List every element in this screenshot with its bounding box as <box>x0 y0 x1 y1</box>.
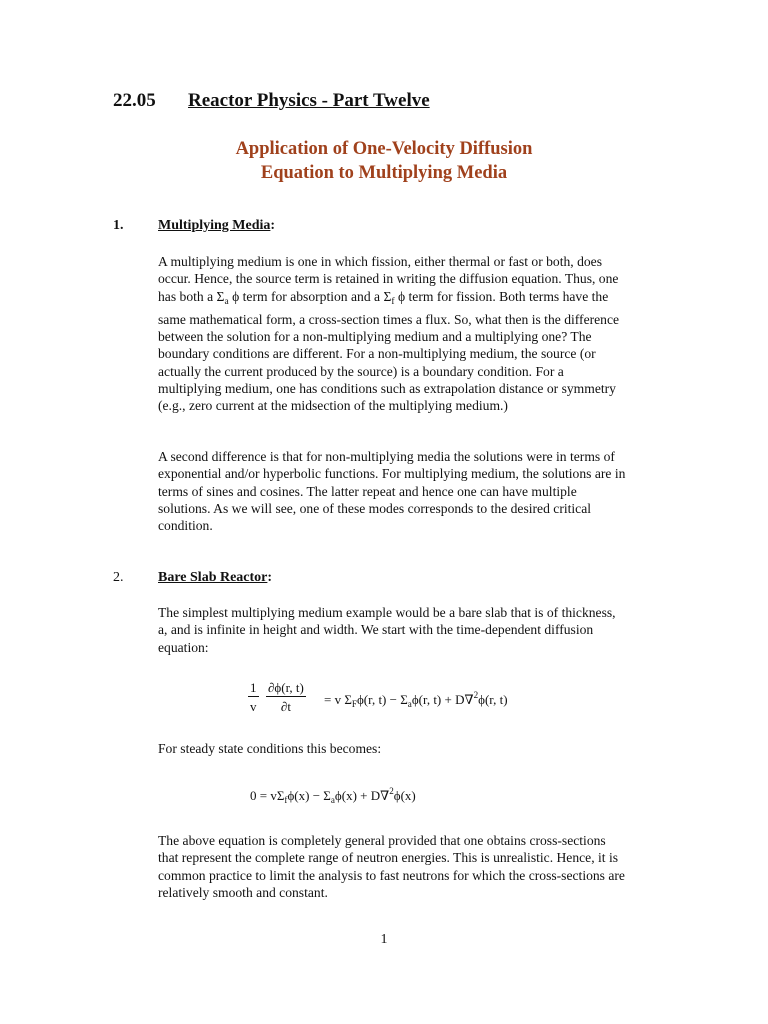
section-1-colon: : <box>270 218 276 233</box>
section-2-paragraph-3: The above equation is completely general provided that one obtains cross-sections that represent the complete range of neutron energies. This is unrealistic. Hence, it is common practice to limit the analysis to fast neutrons for which the cross-sections are relatively smooth and constant. <box>158 833 625 900</box>
equation-steady-state: $0 = v\Sigma_f\phi(x) - \Sigma_a\phi(x) + D\nabla^2\phi(x)$ <box>250 786 416 805</box>
course-title: Reactor Physics - Part Twelve <box>188 90 430 111</box>
equation-time-dependent <box>248 680 548 720</box>
page-number: 1 <box>380 932 388 947</box>
sigma-f-phi-term: $\Sigma_f$ ϕ <box>383 288 406 307</box>
section-2-colon: : <box>267 570 273 585</box>
course-header <box>113 90 430 112</box>
document-title <box>0 137 768 185</box>
course-number: 22.05 <box>113 90 156 111</box>
section-2-title: Bare Slab Reactor <box>158 570 268 585</box>
eq1-derivative: $\frac{\partial\phi(r, t)}{\partial t}$ <box>268 680 304 714</box>
section-1-number: 1. <box>113 218 124 233</box>
sigma-a-phi-term: $\Sigma_a$ ϕ <box>216 288 240 307</box>
eq1-rhs: = v $\Sigma_F\phi(r$, $t) - \Sigma_a\phi(r$, t) + D∇$^2$ϕ(r, t) <box>324 690 508 709</box>
title-line-1: Application of One-Velocity Diffusion <box>235 139 533 159</box>
eq1-coefficient: $\frac{1}{v}$ <box>250 680 257 714</box>
section-2-number: 2. <box>113 570 124 585</box>
section-1-paragraph-1: A multiplying medium is one in which fission, either thermal or fast or both, does occur. Hence, the source term is retained in writing the diffusion equation. Thus, one has both a $\Sigma_a$ ϕ term for absorption and a $\Sigma_f$ ϕ term for fission. Both terms have the same mathematical form, a cross-section times a flux. So, what then is the difference between the solution for a non-multiplying medium and a multiplying one? The boundary conditions are different. For a non-multiplying medium, the source (or actually the current produced by the source) is a boundary condition. For a multiplying medium, one has conditions such as extrapolation distance or symmetry (e.g., zero current at the midsection of the multiplying medium.) <box>158 254 620 414</box>
section-1-title: Multiplying Media <box>158 218 271 233</box>
section-2-paragraph-2: For steady state conditions this becomes: <box>158 741 382 756</box>
section-1-paragraph-2: A second difference is that for non-multiplying media the solutions were in terms of exponential and/or hyperbolic functions. For multiplying medium, the solutions are in terms of sines and cosines. The latter repeat and hence one can have multiple solutions. As we will see, one of these modes corresponds to the desired critical condition. <box>158 449 626 534</box>
title-line-2: Equation to Multiplying Media <box>260 163 508 183</box>
section-2-paragraph-1: The simplest multiplying medium example would be a bare slab that is of thickness, a, and is infinite in height and width. We start with the time-dependent diffusion equation: <box>158 605 616 655</box>
